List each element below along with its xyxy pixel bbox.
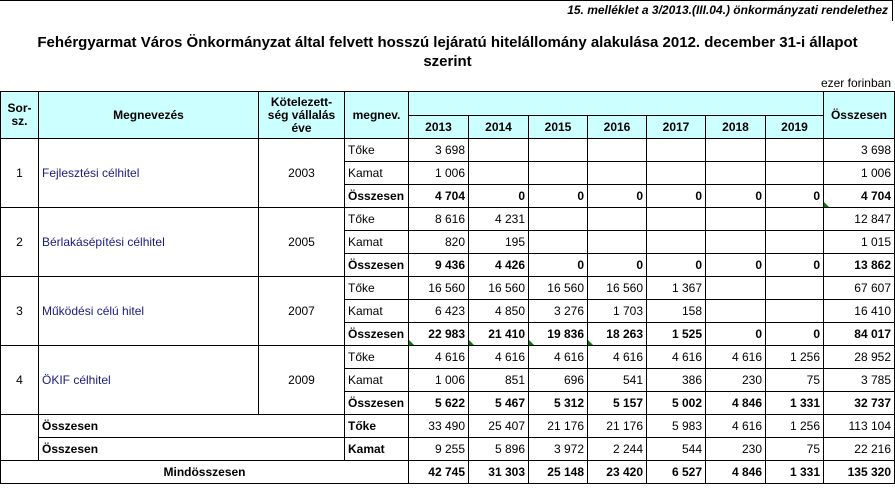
col-sorsz: Sor-sz. (1, 92, 39, 139)
loan-name: Fejlesztési célhitel (39, 139, 259, 208)
year-value: 4 616 (588, 346, 647, 369)
col-year: 2015 (529, 116, 588, 139)
row-label: Összesen (345, 392, 409, 415)
year-value: 22 983 (409, 323, 469, 346)
row-label: Kamat (345, 369, 409, 392)
year-value: 851 (469, 369, 529, 392)
year-value: 5 312 (529, 392, 588, 415)
loan-row (1, 139, 895, 162)
col-year: 2013 (409, 116, 469, 139)
loan-row (1, 208, 895, 231)
row-label: Összesen (345, 185, 409, 208)
year-value: 5 157 (588, 392, 647, 415)
year-value: 4 616 (647, 346, 706, 369)
year-value (766, 139, 824, 162)
year-value (588, 208, 647, 231)
year-value (529, 139, 588, 162)
summary-value: 2 244 (588, 438, 647, 461)
year-value: 3 698 (409, 139, 469, 162)
loan-row (1, 346, 895, 369)
summary-value: 3 972 (529, 438, 588, 461)
year-value: 3 276 (529, 300, 588, 323)
summary-spacer (1, 415, 39, 438)
year-value: 8 616 (409, 208, 469, 231)
title-line-2: szerint (423, 53, 472, 70)
grand-total-value: 6 527 (647, 461, 706, 484)
row-total: 4 704 (824, 185, 895, 208)
year-value: 0 (706, 323, 766, 346)
col-kotelezettseg: Kötelezett-ség vállalás éve (259, 92, 345, 139)
year-value: 9 436 (409, 254, 469, 277)
year-value: 4 846 (706, 392, 766, 415)
summary-label: Tőke (345, 415, 409, 438)
summary-value: 21 176 (588, 415, 647, 438)
grand-total-label: Mindösszesen (1, 461, 409, 484)
year-value: 5 622 (409, 392, 469, 415)
loan-number: 3 (1, 277, 39, 346)
row-total: 67 607 (824, 277, 895, 300)
commitment-year: 2007 (259, 277, 345, 346)
row-total: 12 847 (824, 208, 895, 231)
row-total: 1 006 (824, 162, 895, 185)
year-value: 4 616 (706, 346, 766, 369)
year-value: 21 410 (469, 323, 529, 346)
year-value: 0 (588, 254, 647, 277)
grand-total-value: 1 331 (766, 461, 824, 484)
year-value: 1 006 (409, 369, 469, 392)
year-value: 1 367 (647, 277, 706, 300)
year-value (766, 162, 824, 185)
commitment-year: 2009 (259, 346, 345, 415)
loan-name: ÖKIF célhitel (39, 346, 259, 415)
year-value: 4 616 (409, 346, 469, 369)
year-value: 4 704 (409, 185, 469, 208)
summary-value: 4 616 (706, 415, 766, 438)
year-value: 195 (469, 231, 529, 254)
summary-value: 544 (647, 438, 706, 461)
document-title (0, 33, 895, 71)
year-value (706, 162, 766, 185)
col-megnevezes: Megnevezés (39, 92, 259, 139)
summary-total: 22 216 (824, 438, 895, 461)
row-total: 84 017 (824, 323, 895, 346)
col-year: 2019 (766, 116, 824, 139)
year-value: 4 850 (469, 300, 529, 323)
year-value: 16 560 (588, 277, 647, 300)
col-year: 2018 (706, 116, 766, 139)
year-value (469, 139, 529, 162)
year-value (706, 139, 766, 162)
years-group-header (409, 92, 824, 116)
year-value: 1 703 (588, 300, 647, 323)
year-value (706, 277, 766, 300)
summary-value: 5 983 (647, 415, 706, 438)
year-value (647, 208, 706, 231)
year-value: 16 560 (469, 277, 529, 300)
summary-label: Kamat (345, 438, 409, 461)
summary-value: 1 256 (766, 415, 824, 438)
summary-row (1, 415, 895, 438)
year-value: 16 560 (409, 277, 469, 300)
year-value: 1 006 (409, 162, 469, 185)
year-value (588, 162, 647, 185)
year-value: 19 836 (529, 323, 588, 346)
summary-name: Összesen (39, 438, 345, 461)
year-value: 158 (647, 300, 706, 323)
grand-total-value: 25 148 (529, 461, 588, 484)
row-label: Tőke (345, 208, 409, 231)
row-label: Összesen (345, 323, 409, 346)
year-value: 0 (647, 254, 706, 277)
row-total: 13 862 (824, 254, 895, 277)
grand-total-value: 42 745 (409, 461, 469, 484)
year-value: 0 (647, 185, 706, 208)
year-value (588, 231, 647, 254)
year-value: 4 426 (469, 254, 529, 277)
year-value (706, 300, 766, 323)
row-total: 3 698 (824, 139, 895, 162)
loan-name: Bérlakásépítési célhitel (39, 208, 259, 277)
year-value (766, 208, 824, 231)
row-total: 28 952 (824, 346, 895, 369)
year-value (529, 162, 588, 185)
summary-value: 33 490 (409, 415, 469, 438)
year-value (529, 231, 588, 254)
row-total: 16 410 (824, 300, 895, 323)
year-value (766, 300, 824, 323)
year-value: 0 (529, 254, 588, 277)
grand-total-value: 31 303 (469, 461, 529, 484)
summary-total: 113 104 (824, 415, 895, 438)
year-value (766, 277, 824, 300)
grand-total-sum: 135 320 (824, 461, 895, 484)
year-value (706, 231, 766, 254)
commitment-year: 2005 (259, 208, 345, 277)
grand-total-value: 4 846 (706, 461, 766, 484)
year-value (647, 231, 706, 254)
year-value: 4 616 (469, 346, 529, 369)
year-value (588, 139, 647, 162)
summary-name: Összesen (39, 415, 345, 438)
year-value: 0 (766, 185, 824, 208)
year-value (647, 139, 706, 162)
col-year: 2014 (469, 116, 529, 139)
row-label: Tőke (345, 277, 409, 300)
grand-total-value: 23 420 (588, 461, 647, 484)
year-value: 0 (766, 323, 824, 346)
year-value (647, 162, 706, 185)
col-megnev: megnev. (345, 92, 409, 139)
year-value: 696 (529, 369, 588, 392)
annex-note: 15. melléklet a 3/2013.(III.04.) önkormányzati rendelethez (0, 0, 893, 21)
summary-value: 75 (766, 438, 824, 461)
col-osszesen: Összesen (824, 92, 895, 139)
row-total: 32 737 (824, 392, 895, 415)
summary-value: 25 407 (469, 415, 529, 438)
year-value: 0 (706, 254, 766, 277)
year-value: 5 467 (469, 392, 529, 415)
loan-number: 2 (1, 208, 39, 277)
year-value: 541 (588, 369, 647, 392)
year-value: 5 002 (647, 392, 706, 415)
year-value: 1 256 (766, 346, 824, 369)
year-value: 4 231 (469, 208, 529, 231)
year-value: 1 525 (647, 323, 706, 346)
row-label: Tőke (345, 139, 409, 162)
year-value (706, 208, 766, 231)
summary-row (1, 438, 895, 461)
row-total: 3 785 (824, 369, 895, 392)
summary-value: 5 896 (469, 438, 529, 461)
row-label: Kamat (345, 231, 409, 254)
loan-name: Működési célú hitel (39, 277, 259, 346)
year-value: 820 (409, 231, 469, 254)
year-value: 4 616 (529, 346, 588, 369)
year-value: 0 (529, 185, 588, 208)
year-value: 18 263 (588, 323, 647, 346)
row-label: Kamat (345, 162, 409, 185)
row-label: Kamat (345, 300, 409, 323)
summary-value: 9 255 (409, 438, 469, 461)
col-year: 2016 (588, 116, 647, 139)
year-value: 0 (588, 185, 647, 208)
loan-row (1, 277, 895, 300)
unit-label: ezer forinban (820, 76, 891, 90)
summary-value: 21 176 (529, 415, 588, 438)
year-value: 386 (647, 369, 706, 392)
year-value (766, 231, 824, 254)
year-value: 6 423 (409, 300, 469, 323)
summary-spacer (1, 438, 39, 461)
commitment-year: 2003 (259, 139, 345, 208)
header-row (1, 92, 895, 116)
row-label: Tőke (345, 346, 409, 369)
year-value: 75 (766, 369, 824, 392)
year-value: 230 (706, 369, 766, 392)
year-value: 0 (766, 254, 824, 277)
loan-table-body (1, 92, 895, 484)
year-value: 16 560 (529, 277, 588, 300)
loan-number: 4 (1, 346, 39, 415)
summary-value: 230 (706, 438, 766, 461)
loan-number: 1 (1, 139, 39, 208)
year-value: 1 331 (766, 392, 824, 415)
row-label: Összesen (345, 254, 409, 277)
year-value (469, 162, 529, 185)
col-year: 2017 (647, 116, 706, 139)
title-line-1: Fehérgyarmat Város Önkormányzat által felvett hosszú lejáratú hitelállomány alakulása 2012. december 31-i állapot (37, 34, 858, 51)
row-total: 1 015 (824, 231, 895, 254)
loan-table (0, 91, 895, 484)
year-value: 0 (706, 185, 766, 208)
year-value: 0 (469, 185, 529, 208)
grand-total-row (1, 461, 895, 484)
year-value (529, 208, 588, 231)
